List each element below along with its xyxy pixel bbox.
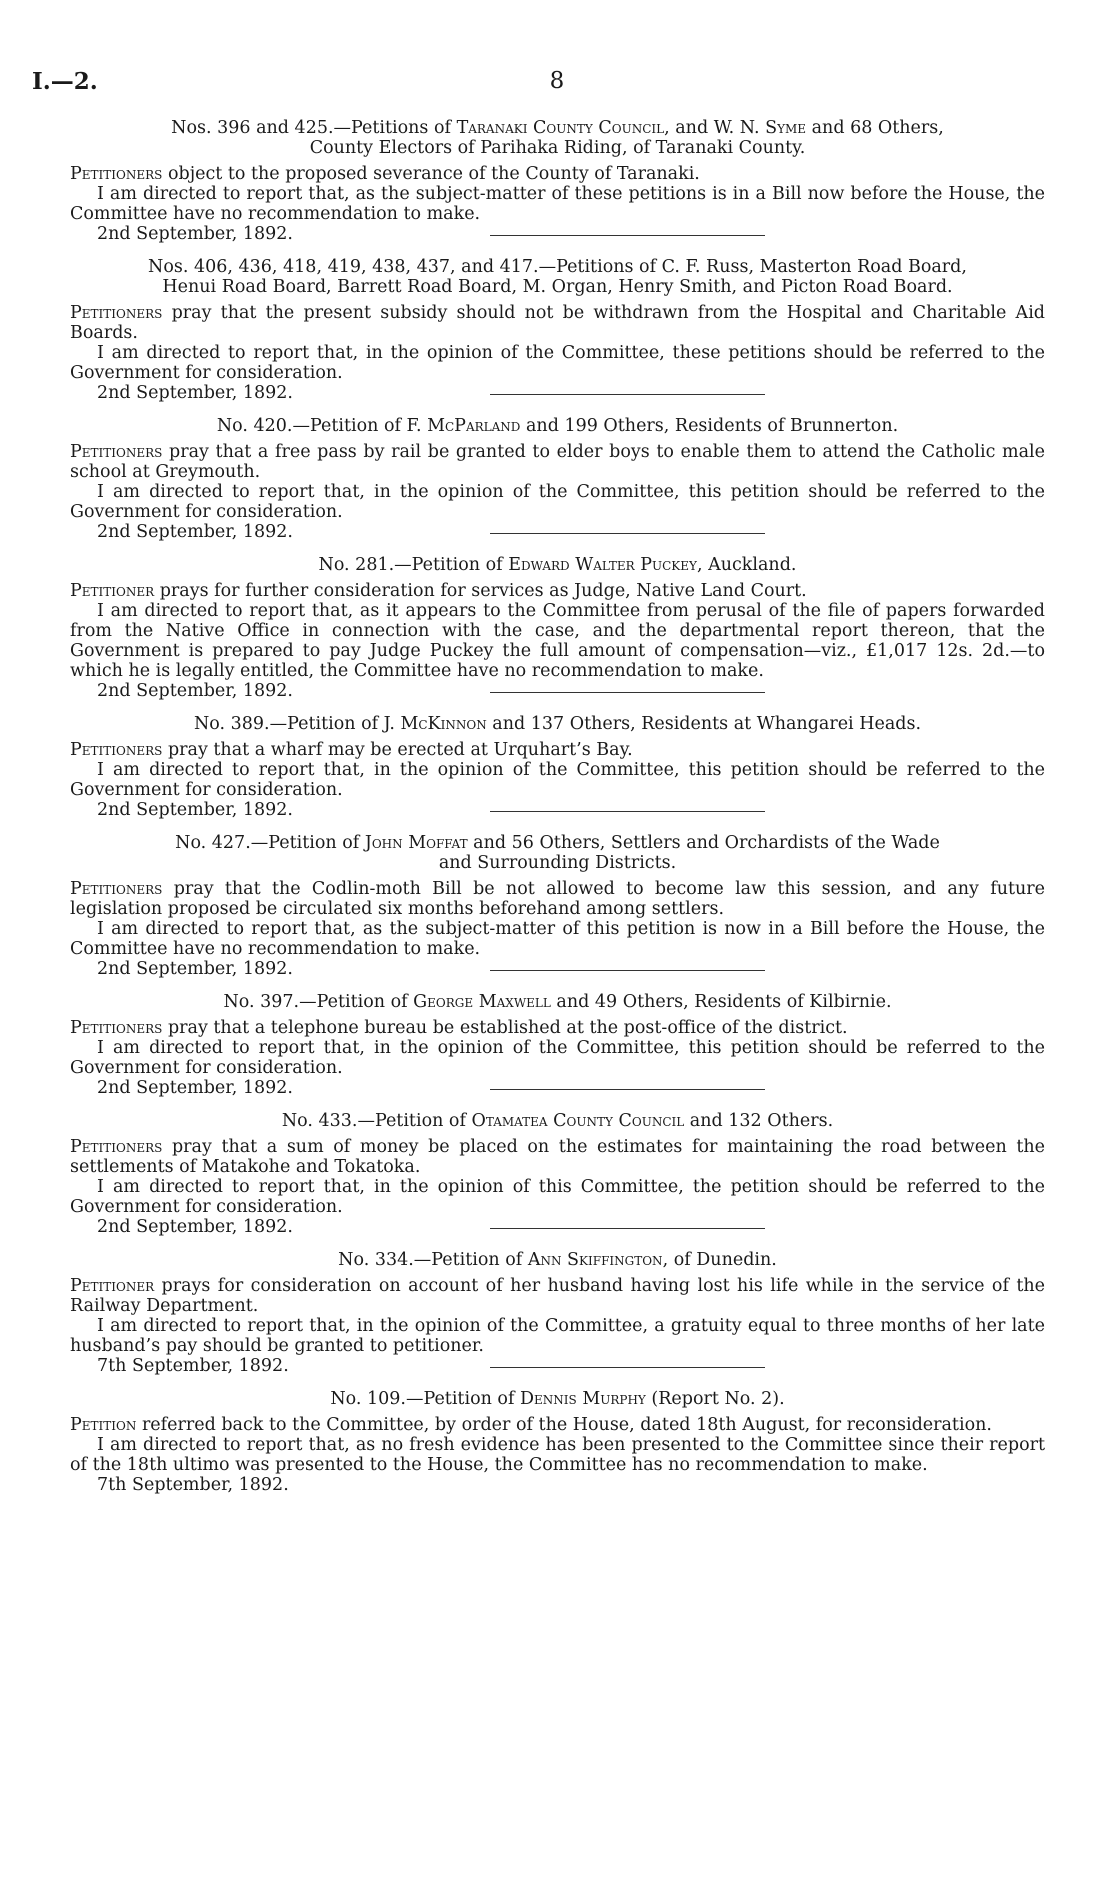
petitioner-name: Syme [765,118,807,138]
report-date: 2nd September, 1892. [97,1217,293,1237]
heading-text: No. 109.—Petition of [330,1389,521,1409]
petition-entry [70,1250,1045,1376]
report-date: 7th September, 1892. [97,1475,289,1495]
petition-heading [70,118,1045,158]
heading-line [70,416,1045,436]
sheet-reference: I.—2. [32,68,98,95]
report-date: 2nd September, 1892. [97,681,293,701]
prayer-lead: Petitioner [70,581,155,601]
report-date: 2nd September, 1892. [97,224,293,244]
petition-heading [70,1250,1045,1270]
committee-report: I am directed to report that, as the subject-matter of this petition is now in a Bill before the House, the Committee have no recommendation to make. [70,919,1045,959]
heading-text: No. 334.—Petition of [338,1250,528,1270]
heading-text: , Auckland. [696,555,797,575]
committee-report: I am directed to report that, in the opinion of this Committee, the petition should be referred to the Government for consideration. [70,1177,1045,1217]
petition-prayer [70,1137,1045,1177]
heading-text: and 68 Others, [806,118,944,138]
petition-entry [70,833,1045,979]
petitioner-name: Dennis Murphy [520,1389,646,1409]
page-number: 8 [549,68,565,94]
prayer-lead: Petitioner [70,1276,155,1296]
committee-report: I am directed to report that, in the opinion of the Committee, this petition should be referred to the Government for consideration. [70,1038,1045,1078]
section-divider [490,811,765,812]
heading-line [70,118,1045,138]
petition-entry [70,555,1045,701]
heading-text: Nos. 396 and 425.—Petitions of [171,118,457,138]
heading-text: No. 389.—Petition of J. [193,714,401,734]
heading-line [70,853,1045,873]
prayer-text: object to the proposed severance of the County of Taranaki. [162,164,700,184]
petitioner-name: Edward Walter Puckey [508,555,697,575]
heading-line [70,1111,1045,1131]
petition-prayer [70,581,1045,601]
committee-report: I am directed to report that, as the subject-matter of these petitions is in a Bill now before the House, the Committee have no recommendation to make. [70,184,1045,224]
prayer-lead: Petitioners [70,740,163,760]
petition-heading [70,1389,1045,1409]
section-divider [490,1228,765,1229]
heading-text: County Electors of Parihaka Riding, of Taranaki County. [309,138,806,158]
petition-prayer [70,879,1045,919]
heading-text: No. 433.—Petition of [281,1111,472,1131]
committee-report: I am directed to report that, in the opinion of the Committee, a gratuity equal to three months of her late husband’s pay should be granted to petitioner. [70,1316,1045,1356]
heading-text: Henui Road Board, Barrett Road Board, M. Organ, Henry Smith, and Picton Road Board. [162,277,953,297]
heading-text: No. 281.—Petition of [318,555,509,575]
heading-line [70,1389,1045,1409]
heading-text: and 56 Others, Settlers and Orchardists of the Wade [467,833,940,853]
petitioner-name: John Moffat [364,833,468,853]
committee-report: I am directed to report that, as it appears to the Committee from perusal of the file of papers forwarded from the Native Office in connection with the case, and the departmental report thereon, that the Government is prepared to pay Judge Puckey the full amount of compensation—viz., £1,017 12s. 2d.—to which he is legally entitled, the Committee have no recommendation to make. [70,601,1045,681]
heading-text: (Report No. 2). [645,1389,785,1409]
prayer-text: pray that a telephone bureau be established at the post-office of the district. [162,1018,848,1038]
section-divider [490,1089,765,1090]
heading-text: and 199 Others, Residents of Brunnerton. [520,416,899,436]
heading-text: No. 420.—Petition of F. [216,416,428,436]
petition-entry [70,416,1045,542]
section-divider [490,235,765,236]
section-divider [490,692,765,693]
heading-text: No. 427.—Petition of [175,833,365,853]
prayer-lead: Petitioners [70,164,163,184]
prayer-text: pray that the present subsidy should not be withdrawn from the Hospital and Charitable Aid Boards. [70,303,1045,343]
heading-line [70,555,1045,575]
heading-line [70,1250,1045,1270]
petition-heading [70,992,1045,1012]
committee-report: I am directed to report that, in the opinion of the Committee, these petitions should be referred to the Government for consideration. [70,343,1045,383]
prayer-lead: Petitioners [70,879,163,899]
petition-heading [70,555,1045,575]
heading-text: Nos. 406, 436, 418, 419, 438, 437, and 417.—Petitions of C. F. Russ, Masterton Road Board, [148,257,967,277]
committee-report: I am directed to report that, as no fresh evidence has been presented to the Committee since their report of the 18th ultimo was presented to the House, the Committee has no recommendation to make. [70,1435,1045,1475]
prayer-text: prays for further consideration for services as Judge, Native Land Court. [154,581,807,601]
petition-heading [70,257,1045,297]
petition-heading [70,714,1045,734]
petition-entry [70,257,1045,403]
heading-line [70,277,1045,297]
report-date: 2nd September, 1892. [97,522,293,542]
petition-prayer [70,442,1045,482]
petition-entry [70,1111,1045,1237]
prayer-text: referred back to the Committee, by order of the House, dated 18th August, for reconsideration. [136,1415,992,1435]
petition-prayer [70,1415,1045,1435]
prayer-lead: Petition [70,1415,137,1435]
heading-line [70,138,1045,158]
heading-text: , and W. N. [664,118,766,138]
petition-heading [70,1111,1045,1131]
section-divider [490,394,765,395]
petition-prayer [70,1018,1045,1038]
heading-line [70,833,1045,853]
petition-prayer [70,164,1045,184]
page-header [32,68,1082,102]
prayer-lead: Petitioners [70,1018,163,1038]
committee-report: I am directed to report that, in the opinion of the Committee, this petition should be referred to the Government for consideration. [70,760,1045,800]
section-divider [490,1367,765,1368]
prayer-lead: Petitioners [70,442,163,462]
petition-prayer [70,740,1045,760]
petition-entry [70,714,1045,820]
heading-text: and Surrounding Districts. [438,853,677,873]
committee-report: I am directed to report that, in the opinion of the Committee, this petition should be referred to the Government for consideration. [70,482,1045,522]
report-date: 2nd September, 1892. [97,800,293,820]
petitioner-name: Taranaki County Council [456,118,665,138]
petition-entry [70,1389,1045,1495]
petition-heading [70,833,1045,873]
report-date: 2nd September, 1892. [97,1078,293,1098]
petitioner-name: Otamatea County Council [471,1111,685,1131]
prayer-lead: Petitioners [70,1137,163,1157]
petition-entry [70,992,1045,1098]
heading-text: and 132 Others. [684,1111,834,1131]
prayer-text: prays for consideration on account of her husband having lost his life while in the service of the Railway Department. [70,1276,1045,1316]
petition-entry [70,118,1045,244]
heading-line [70,992,1045,1012]
section-divider [490,970,765,971]
heading-text: and 49 Others, Residents of Kilbirnie. [550,992,892,1012]
heading-text: No. 397.—Petition of [223,992,414,1012]
prayer-text: pray that a free pass by rail be granted to elder boys to enable them to attend the Catholic male school at Greymouth. [70,442,1045,482]
report-date: 2nd September, 1892. [97,959,293,979]
report-date: 7th September, 1892. [97,1356,289,1376]
heading-text: and 137 Others, Residents at Whangarei Heads. [486,714,922,734]
petitioner-name: Ann Skiffington [527,1250,663,1270]
prayer-text: pray that a sum of money be placed on the estimates for maintaining the road between the settlements of Matakohe and Tokatoka. [70,1137,1045,1177]
prayer-text: pray that a wharf may be erected at Urquhart’s Bay. [162,740,633,760]
heading-line [70,257,1045,277]
petition-heading [70,416,1045,436]
heading-text: , of Dunedin. [662,1250,777,1270]
petitioner-name: McKinnon [400,714,487,734]
petitioner-name: McParland [427,416,521,436]
petition-prayer [70,303,1045,343]
prayer-lead: Petitioners [70,303,163,323]
report-date: 2nd September, 1892. [97,383,293,403]
heading-line [70,714,1045,734]
petitioner-name: George Maxwell [413,992,551,1012]
petitions-list [70,118,1045,1495]
section-divider [490,533,765,534]
prayer-text: pray that the Codlin-moth Bill be not allowed to become law this session, and any future legislation proposed be circulated six months beforehand among settlers. [70,879,1045,919]
petition-prayer [70,1276,1045,1316]
